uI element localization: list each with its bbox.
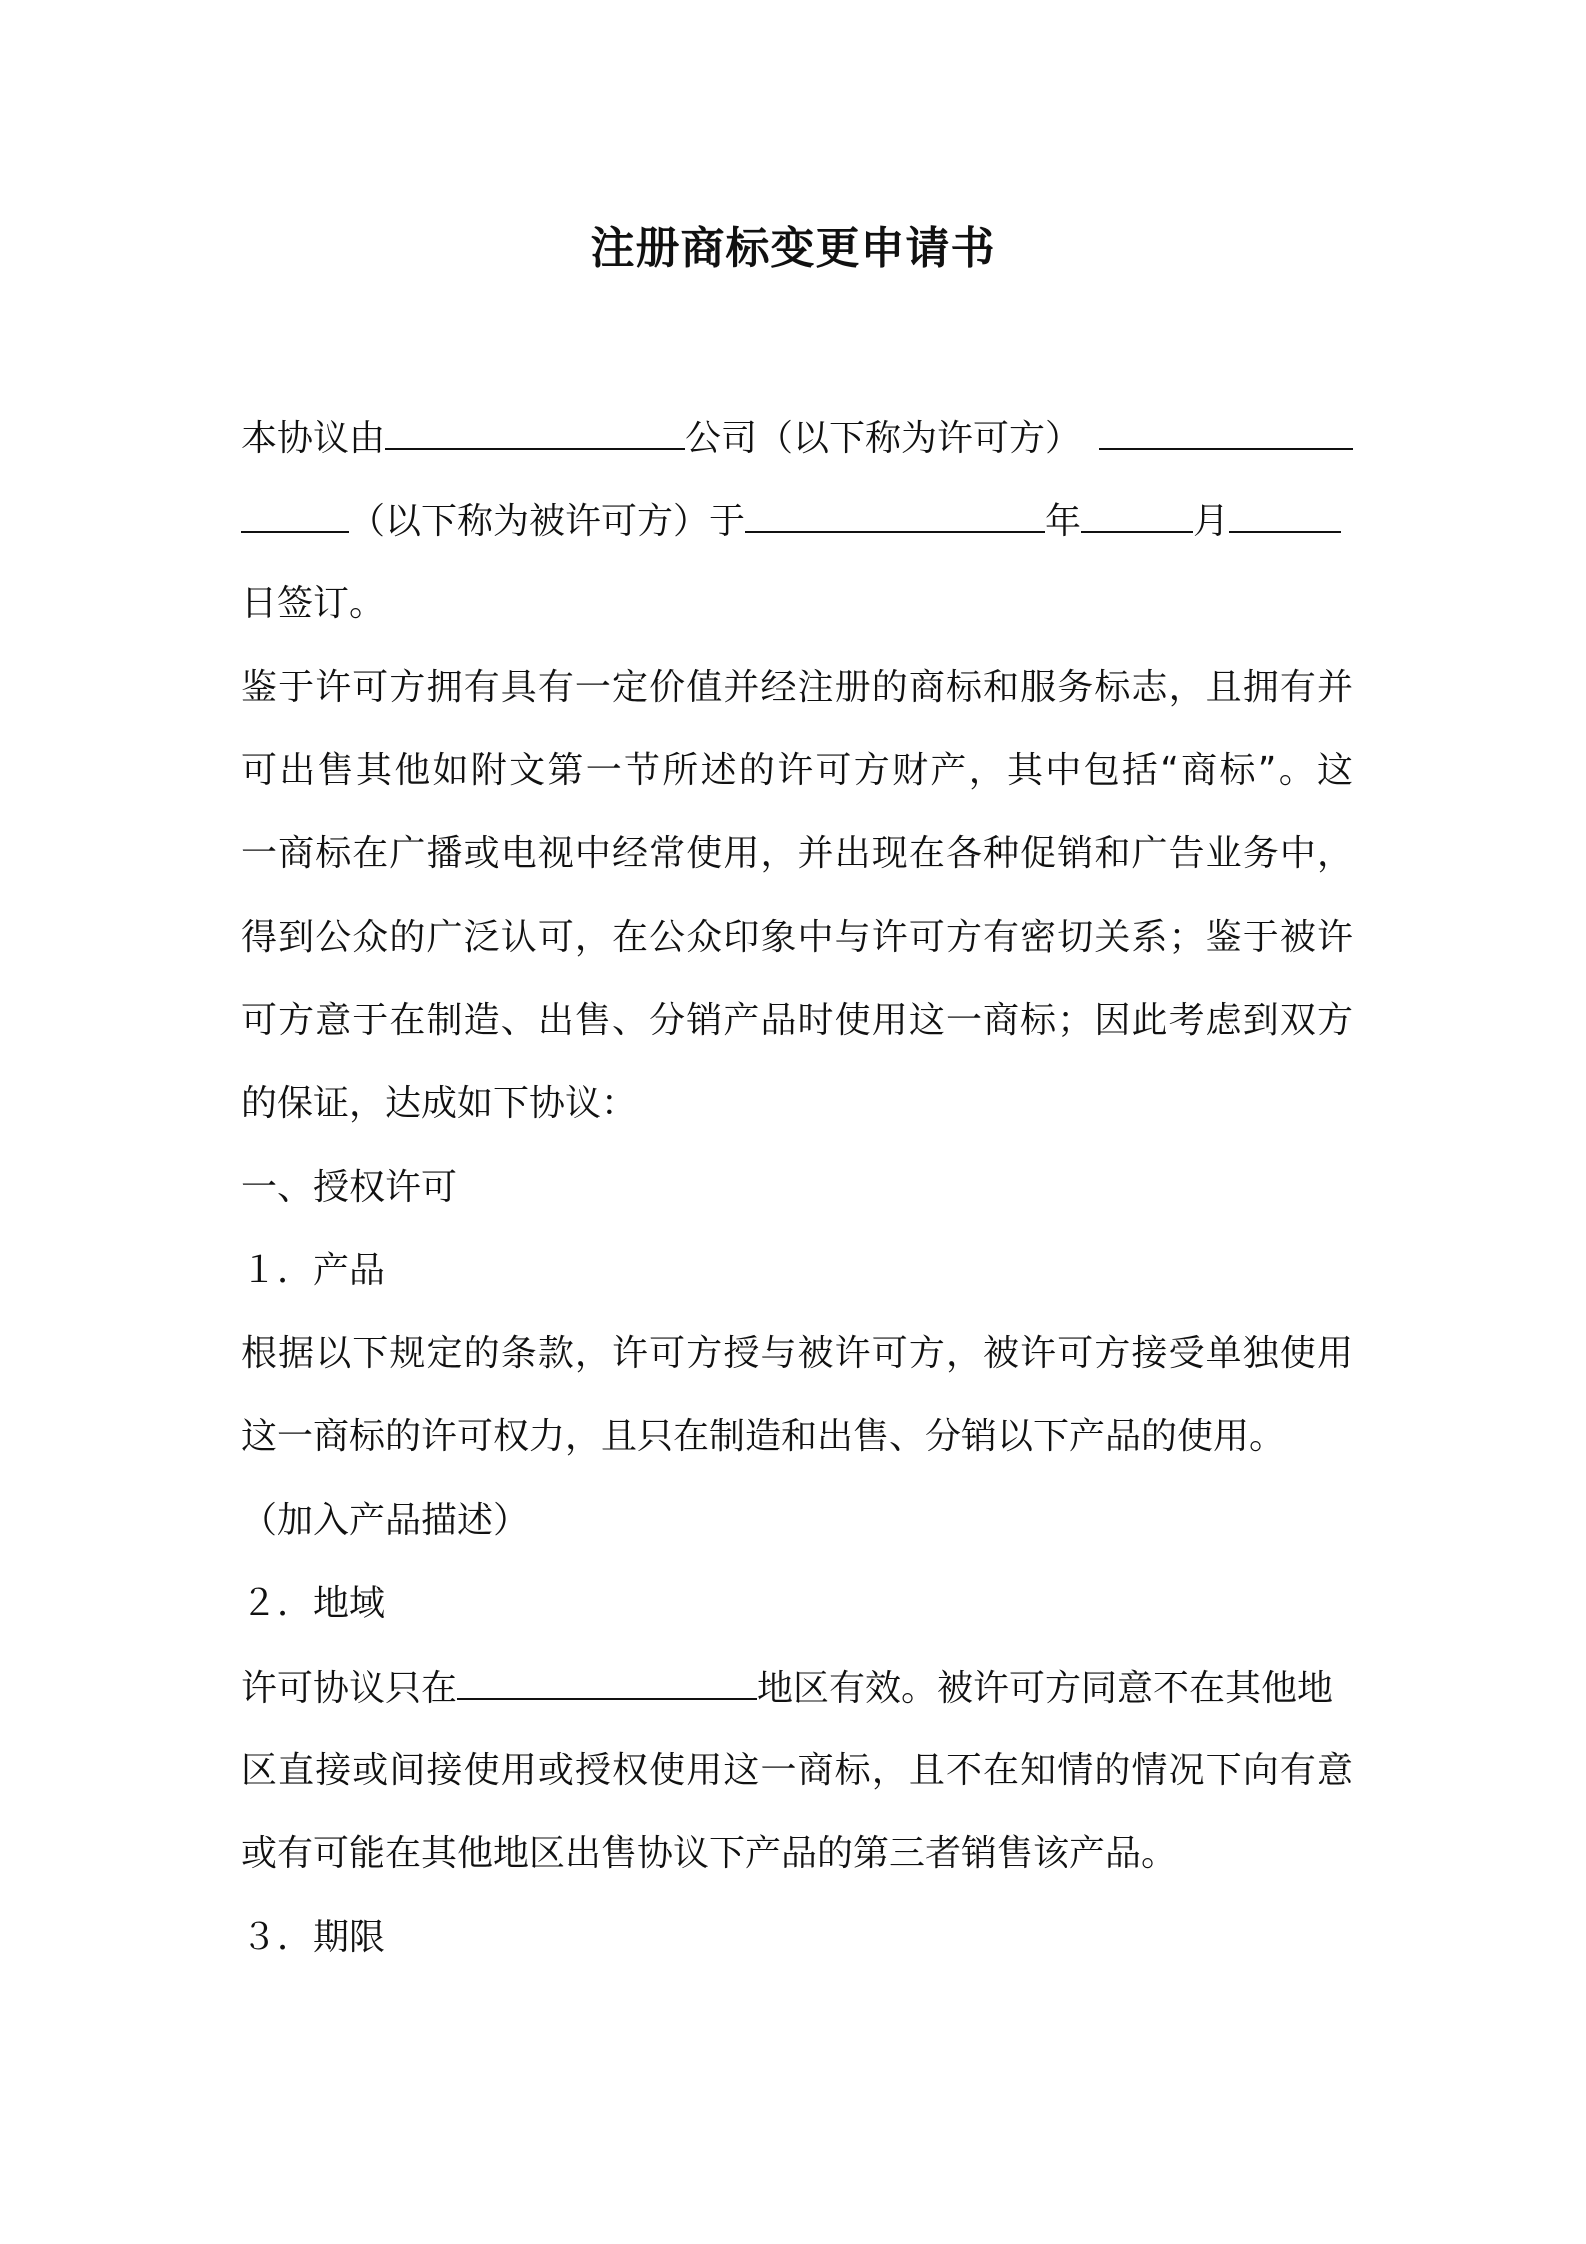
territory-blank[interactable] [457,1664,757,1700]
territory-line-3: 或有可能在其他地区出售协议下产品的第三者销售该产品。 [241,1833,1178,1874]
section-heading: 一、授权许可 [241,1167,458,1208]
item-heading-products: １．产品 [241,1250,386,1291]
party-a-blank[interactable] [385,414,685,450]
territory-line-1: 许可协议只在 地区有效。被许可方同意不在其他地 [241,1664,1353,1713]
whereas-line: 一商标在广播或电视中经常使用，并出现在各种促销和广告业务中， [241,833,1353,874]
territory-line-2: 区直接或间接使用或授权使用这一商标，且不在知情的情况下向有意 [241,1750,1353,1791]
whereas-line: 鉴于许可方拥有具有一定价值并经注册的商标和服务标志，且拥有并 [241,667,1353,708]
intro-line-3: 日签订。 [241,583,386,624]
whereas-line: 可出售其他如附文第一节所述的许可方财产，其中包括“商标”。这 [241,750,1353,791]
whereas-line: 可方意于在制造、出售、分销产品时使用这一商标；因此考虑到双方 [241,1000,1353,1041]
document-title: 注册商标变更申请书 [590,223,996,274]
intro-line-2: （以下称为被许可方）于 年 月 [241,497,1353,546]
products-line: 根据以下规定的条款，许可方授与被许可方，被许可方接受单独使用 [241,1333,1353,1374]
day-blank[interactable] [1229,497,1341,533]
party-b-blank-end[interactable] [241,497,349,533]
product-description-note: （加入产品描述） [241,1500,530,1541]
intro-line-1: 本协议由 公司（以下称为许可方） [241,414,1353,463]
party-b-blank-start[interactable] [1099,414,1353,450]
year-blank[interactable] [745,497,1045,533]
products-line: 这一商标的许可权力，且只在制造和出售、分销以下产品的使用。 [241,1416,1286,1457]
whereas-line: 的保证，达成如下协议： [241,1083,638,1124]
month-blank[interactable] [1081,497,1193,533]
whereas-line: 得到公众的广泛认可，在公众印象中与许可方有密切关系；鉴于被许 [241,917,1353,958]
item-heading-term: ３．期限 [241,1917,386,1958]
item-heading-territory: ２．地域 [241,1583,386,1624]
